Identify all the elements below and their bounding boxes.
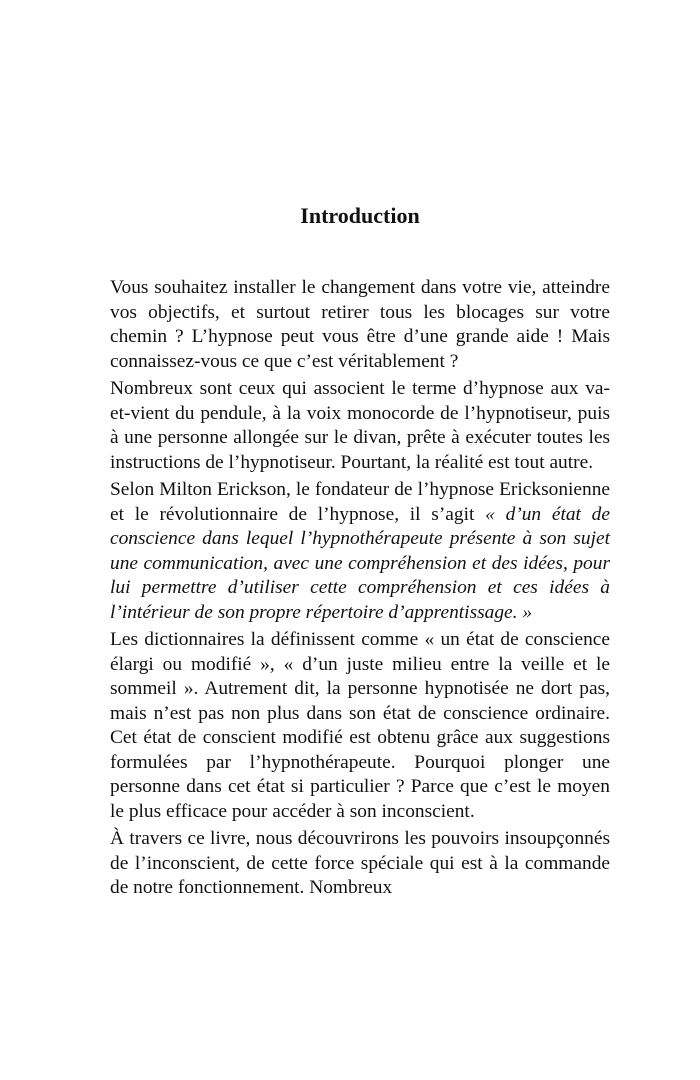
chapter-title: Introduction [300, 203, 420, 228]
chapter-body [110, 276, 610, 901]
paragraph-dictionary-definition: Les dictionnaires la définissent comme « un état de conscience élargi ou modifié », « d’un juste milieu entre la veille et le sommeil ». Autrement dit, la personne hypnotisée ne dort pas, mais n’est pas non plus dans son état de conscience ordinaire. Cet état de conscient modifié est obtenu grâce aux suggestions formulées par l’hypnothérapeute. Pourquoi plonger une personne dans cet état si particulier ? Parce que c’est le moyen le plus efficace pour accéder à son inconscient. [110, 629, 610, 822]
paragraph-intro: Vous souhaitez installer le changement dans votre vie, atteindre vos objectifs, et surtout retirer tous les blocages sur votre chemin ? L’hypnose peut vous être d’une grande aide ! Mais connaissez-vous ce que c’est véritablement ? [110, 277, 610, 372]
paragraph-book-purpose: À travers ce livre, nous découvrirons les pouvoirs insoupçonnés de l’inconscient, de cette force spéciale qui est à la commande de notre fonctionnement. Nombreux [110, 828, 610, 898]
paragraph-misconceptions: Nombreux sont ceux qui associent le terme d’hypnose aux va-et-vient du pendule, à la voix monocorde de l’hypnotiseur, puis à une personne allongée sur le divan, prête à exécuter toutes les instructions de l’hypnotiseur. Pourtant, la réalité est tout autre. [110, 378, 610, 473]
paragraph-erickson-definition [110, 478, 610, 625]
erickson-lead-in: Selon Milton Erickson, le fondateur de l’hypnose Ericksonienne et le révolutionnaire de l’hypnose, il s’agit [110, 479, 610, 525]
erickson-quote: « d’un état de conscience dans lequel l’hypnothérapeute présente à son sujet une communication, avec une compréhension et des idées, pour lui permettre d’utiliser cette compréhension et ces idées à l’intérieur de son propre répertoire d’apprentissage. » [110, 503, 610, 623]
